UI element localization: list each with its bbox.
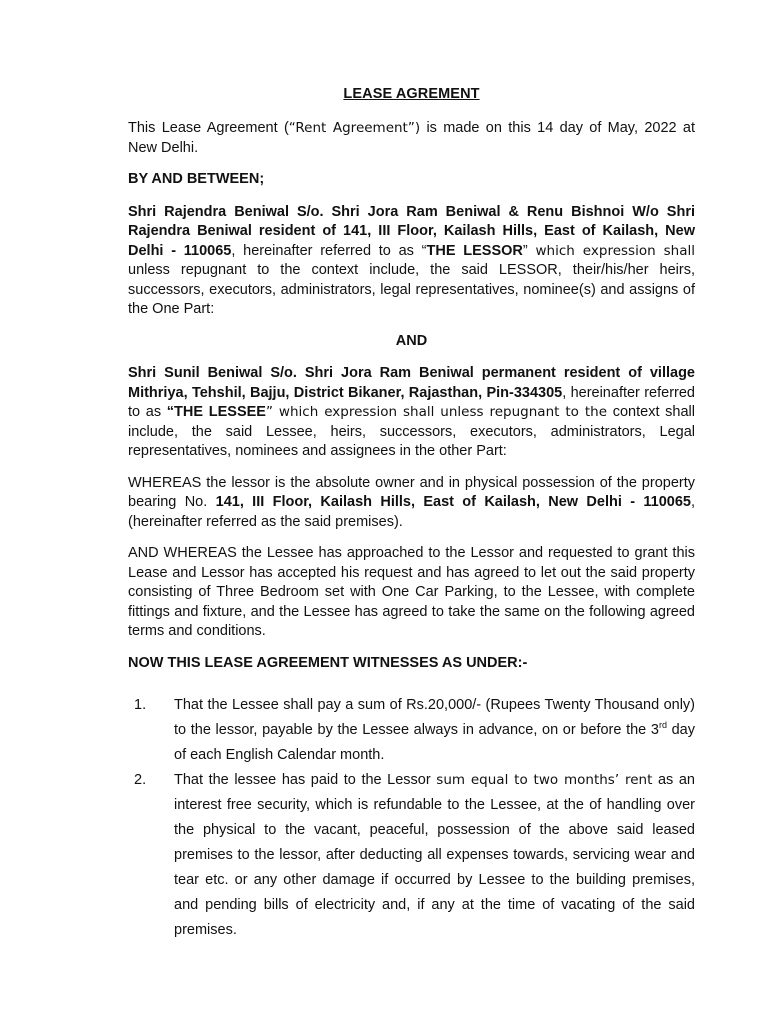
lessor-text-3: ” — [522, 242, 536, 259]
whereas-text-1: WHEREAS the lessor is the absolute owner and in physical possession of the property bearing No. — [128, 474, 695, 510]
whereas-paragraph — [128, 474, 695, 533]
clauses-list — [128, 693, 695, 943]
and-whereas-paragraph: AND WHEREAS the Lessee has approached to the Lessor and requested to grant this Lease and Lessor has accepted his request and has agreed to let out the said property consisting of Three Bedroom set with One Car Parking, to the Lessee, with complete fittings and fixture, and the Lessee has agreed to take the same on the following agreed terms and conditions. — [128, 545, 695, 639]
lessee-paragraph — [128, 364, 695, 462]
by-and-between-heading: BY AND BETWEEN; — [128, 171, 265, 187]
clause-number: 1. — [134, 697, 147, 713]
witnesses-heading: NOW THIS LEASE AGREEMENT WITNESSES AS UNDER:- — [128, 654, 528, 671]
lessee-text-3: context shall include, the said Lessee, heirs, successors, executors, administrators, Legal representatives, nominees and assignees in the other Part: — [128, 404, 696, 459]
lessor-text-4: unless repugnant to the context include, the said LESSOR, their/his/her heirs, successors, executors, administrators, legal representatives, nominee(s) and assigns of the One Part: — [128, 262, 695, 317]
lessee-label: “THE LESSEE — [166, 404, 266, 420]
intro-paragraph — [128, 119, 695, 158]
intro-text-2: “Rent Agreement”) — [288, 120, 421, 136]
lessee-name-address: Shri Sunil Beniwal S/o. Shri Jora Ram Beniwal permanent resident of village Mithriya, Tehshil, Bajju, District Bikaner, Rajasthan, Pin-334305 — [128, 365, 695, 401]
clause-number: 2. — [134, 772, 147, 788]
premises-address: 141, III Floor, Kailash Hills, East of Kailash, New Delhi - 110065 — [215, 494, 691, 510]
document-title: LEASE AGREMENT — [343, 86, 480, 102]
clause-text: That the Lessee shall pay a sum of Rs.20,000/- (Rupees Twenty Thousand only) to the lessor, payable by the Lessee always in advance, on or before the 3 — [174, 697, 695, 738]
and-heading: AND — [395, 332, 428, 349]
clause-item — [128, 693, 695, 768]
clause-text: That the lessee has paid to the Lessor — [174, 772, 437, 788]
clause-item — [128, 768, 695, 943]
clause-text: as an interest free security, which is refundable to the Lessee, at the of handling over the physical to the vacant, peaceful, possession of the above said leased premises to the lessor, after deducting all expenses towards, servicing wear and tear etc. or any other damage if occurred by Lessee to the building premises, and pending bills of electricity and, if any at the time of vacating of the said premises. — [174, 772, 695, 938]
lessee-text-2: , hereinafter referred to as — [128, 384, 695, 420]
intro-text-1: This Lease Agreement ( — [128, 120, 289, 136]
lessee-text-alt: ” which expression shall unless repugnant to the — [265, 404, 608, 420]
clause-text-alt: sum equal to two months’ rent — [436, 772, 653, 788]
clause-text: day of each English Calendar month. — [174, 722, 695, 763]
lessor-label: THE LESSOR — [426, 242, 523, 259]
lessor-name-address: Shri Rajendra Beniwal S/o. Shri Jora Ram Beniwal & Renu Bishnoi W/o Shri Rajendra Beniwal resident of 141, III Floor, Kailash Hills, East of Kailash, New Delhi - 110065 — [128, 203, 695, 259]
clause-superscript: rd — [658, 720, 667, 730]
lessor-text-alt: which expression shall — [535, 242, 696, 259]
lessor-paragraph — [128, 203, 695, 320]
intro-text-3: is made on this 14 day of May, 2022 at New Delhi. — [128, 120, 695, 156]
lessor-text-2: , hereinafter referred to as “ — [231, 242, 427, 259]
whereas-text-2: , (hereinafter referred as the said premises). — [128, 494, 696, 530]
